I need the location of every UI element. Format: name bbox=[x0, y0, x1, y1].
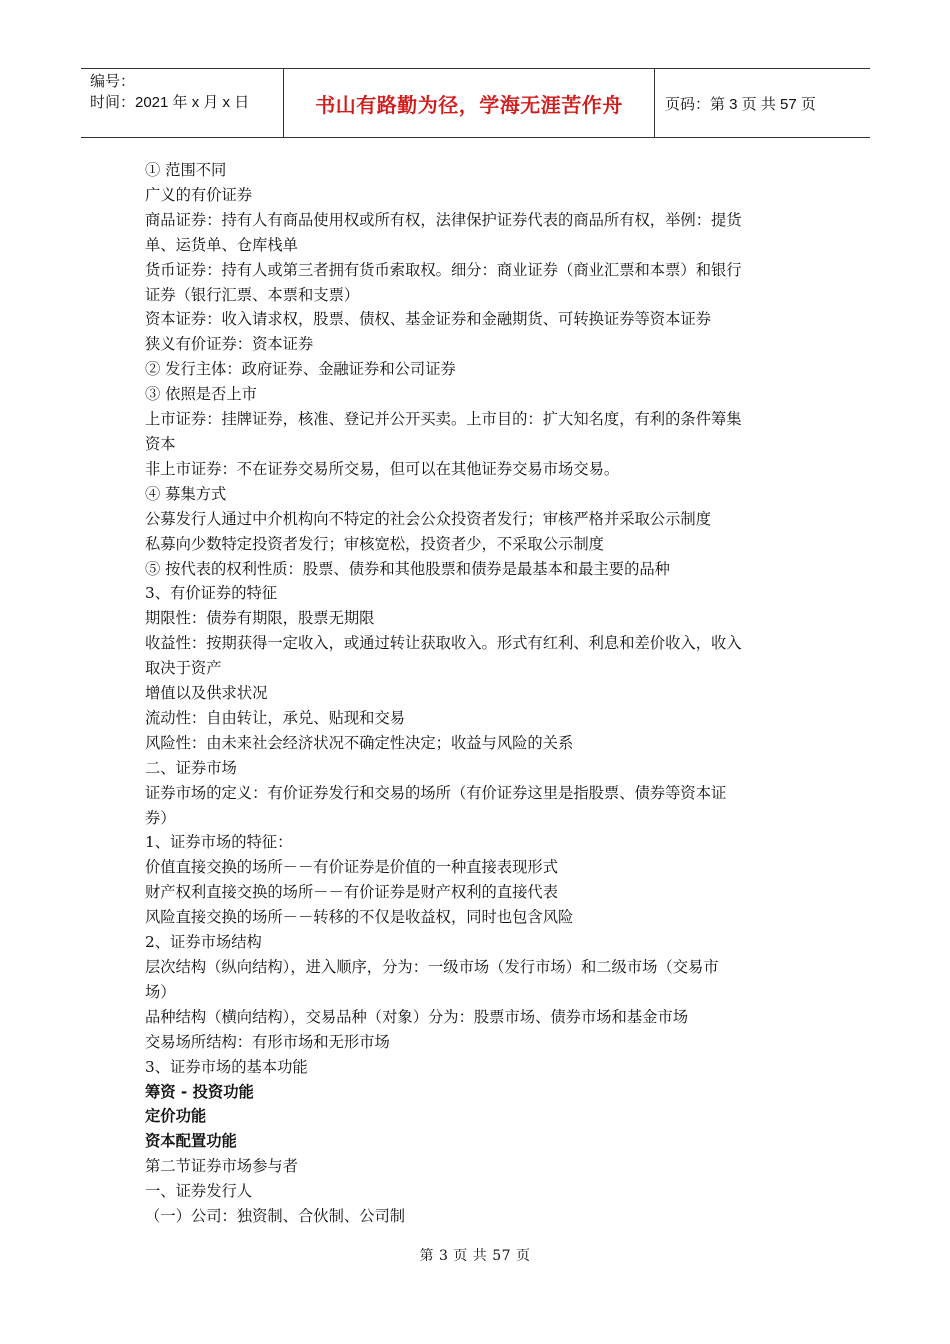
text-line: 增值以及供求状况 bbox=[145, 684, 268, 703]
text-line: 品种结构（横向结构），交易品种（对象）分为：股票市场、债券市场和基金市场 bbox=[145, 1007, 689, 1026]
text-line: 价值直接交换的场所－－有价证券是价值的一种直接表现形式 bbox=[145, 858, 559, 877]
text-line: 证券（银行汇票、本票和支票） bbox=[145, 285, 360, 304]
text-line: ② 发行主体：政府证券、金融证券和公司证券 bbox=[145, 360, 456, 379]
bold-text-line: 资本配置功能 bbox=[145, 1132, 237, 1151]
text-line: 私募向少数特定投资者发行；审核宽松，投资者少，不采取公示制度 bbox=[145, 534, 604, 553]
text-line: ④ 募集方式 bbox=[145, 484, 227, 503]
text-line: 取决于资产 bbox=[145, 659, 222, 678]
text-line: （一）公司：独资制、合伙制、公司制 bbox=[145, 1207, 406, 1226]
text-line: 2、证券市场结构 bbox=[145, 933, 262, 952]
text-line: 狭义有价证券：资本证券 bbox=[145, 335, 314, 354]
text-line: 1、证券市场的特征： bbox=[145, 833, 293, 852]
text-line: 证券市场的定义：有价证券发行和交易的场所（有价证券这里是指股票、债券等资本证 bbox=[145, 783, 727, 802]
document-body bbox=[145, 158, 813, 1229]
header-meta bbox=[81, 69, 283, 137]
text-line: 财产权利直接交换的场所－－有价证券是财产权利的直接代表 bbox=[145, 883, 559, 902]
text-line: 3、有价证券的特征 bbox=[145, 584, 278, 603]
text-line: 券） bbox=[145, 808, 176, 827]
text-line: 期限性：债券有期限，股票无期限 bbox=[145, 609, 375, 628]
text-line: 资本证券：收入请求权，股票、债权、基金证券和金融期货、可转换证券等资本证券 bbox=[145, 310, 711, 329]
text-line: 公募发行人通过中介机构向不特定的社会公众投资者发行；审核严格并采取公示制度 bbox=[145, 509, 711, 528]
document-number-label: 编号： bbox=[90, 73, 136, 90]
text-line: 货币证券：持有人或第三者拥有货币索取权。细分：商业证券（商业汇票和本票）和银行 bbox=[145, 260, 742, 279]
text-line: 场） bbox=[145, 982, 176, 1001]
header-page-number: 页码：第 3 页 共 57 页 bbox=[665, 95, 816, 113]
bold-text-line: 定价功能 bbox=[145, 1107, 207, 1126]
document-time-label: 时间：2021 年 x 月 x 日 bbox=[90, 94, 250, 111]
text-line: 风险直接交换的场所－－转移的不仅是收益权，同时也包含风险 bbox=[145, 908, 574, 927]
text-line: 层次结构（纵向结构），进入顺序，分为：一级市场（发行市场）和二级市场（交易市 bbox=[145, 958, 719, 976]
text-line: 非上市证券：不在证券交易所交易，但可以在其他证券交易市场交易。 bbox=[145, 459, 620, 478]
text-line: 3、证券市场的基本功能 bbox=[145, 1057, 308, 1076]
bold-text-line: 筹资 - 投资功能 bbox=[145, 1082, 254, 1101]
page-header bbox=[81, 68, 870, 138]
text-line: 交易场所结构：有形市场和无形市场 bbox=[145, 1032, 390, 1051]
text-line: 收益性：按期获得一定收入，或通过转让获取收入。形式有红利、利息和差价收入，收入 bbox=[145, 634, 742, 653]
text-line: 第二节证券市场参与者 bbox=[145, 1157, 298, 1176]
text-line: ⑤ 按代表的权利性质：股票、债券和其他股票和债券是最基本和最主要的品种 bbox=[145, 559, 670, 578]
header-motto-cell bbox=[283, 69, 655, 137]
text-line: 上市证券：挂牌证券，核准、登记并公开买卖。上市目的：扩大知名度，有利的条件筹集 bbox=[145, 410, 742, 429]
text-line: 单、运货单、仓库栈单 bbox=[145, 235, 298, 254]
text-line: 二、证券市场 bbox=[145, 758, 237, 777]
text-line: 广义的有价证券 bbox=[145, 185, 253, 204]
text-line: 风险性：由未来社会经济状况不确定性决定；收益与风险的关系 bbox=[145, 733, 574, 752]
text-line: 商品证券：持有人有商品使用权或所有权，法律保护证券代表的商品所有权，举例：提货 bbox=[145, 210, 742, 229]
text-line: 流动性：自由转让，承兑、贴现和交易 bbox=[145, 708, 406, 727]
text-line: ① 范围不同 bbox=[145, 161, 227, 179]
header-page-cell bbox=[655, 69, 870, 137]
text-line: ③ 依照是否上市 bbox=[145, 385, 257, 404]
text-line: 资本 bbox=[145, 434, 176, 453]
page-footer: 第 3 页 共 57 页 bbox=[419, 1248, 531, 1264]
text-line: 一、证券发行人 bbox=[145, 1182, 253, 1201]
header-motto: 书山有路勤为径，学海无涯苦作舟 bbox=[315, 92, 623, 117]
